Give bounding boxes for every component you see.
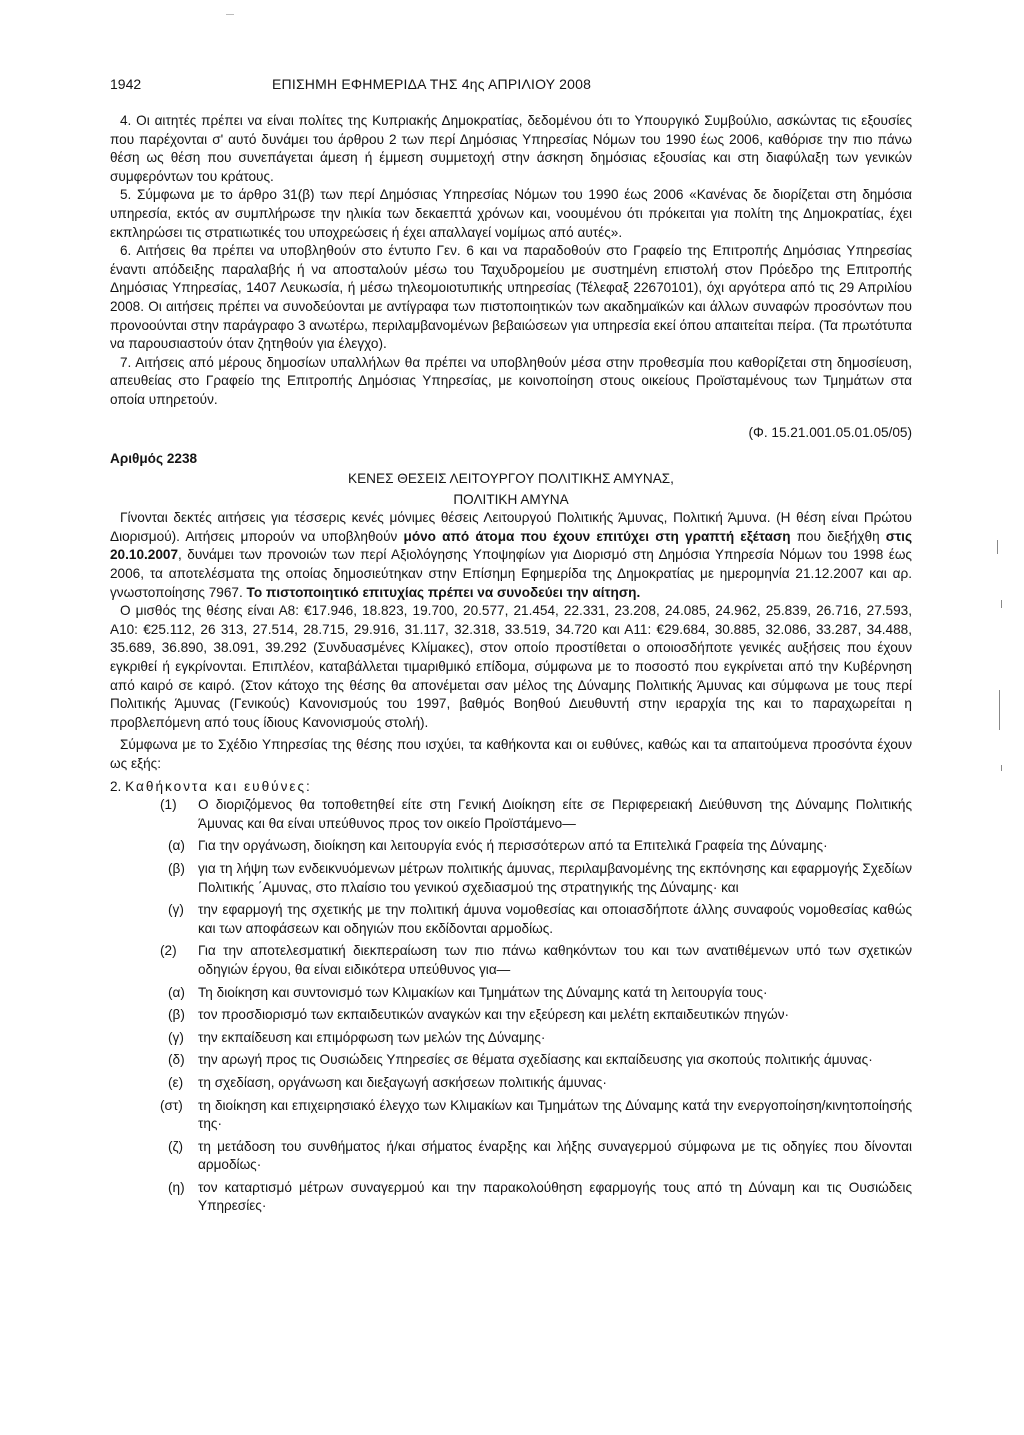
list-item [110, 837, 912, 856]
item-label: (γ) [168, 1029, 184, 1045]
list-item [110, 1006, 912, 1025]
document-body [110, 112, 912, 1216]
list-item [110, 984, 912, 1003]
item-label: (η) [168, 1179, 185, 1195]
section-2-heading [110, 778, 912, 797]
list-item [110, 860, 912, 897]
list-item [110, 1074, 912, 1093]
duty-label: (1) [160, 797, 177, 813]
item-label: (δ) [168, 1052, 185, 1068]
item-text: τη σχεδίαση, οργάνωση και διεξαγωγή ασκήσεων πολιτικής άμυνας· [198, 1074, 607, 1090]
item-label: (ζ) [168, 1138, 184, 1154]
duty-label: (2) [160, 943, 177, 959]
item-label: (β) [168, 860, 185, 876]
paragraph-6: 6. Αιτήσεις θα πρέπει να υποβληθούν στο έντυπο Γεν. 6 και να παραδοθούν στο Γραφείο της Επιτροπής Δημόσιας Υπηρεσίας έναντι απόδειξης παραλαβής ή να αποσταλούν μέσω του Ταχυδρομείου με συστημένη επιστολή στον Πρόεδρο της Επιτροπής Δημόσιας Υπηρεσίας, 1407 Λευκωσία, ή μέσω τηλεομοιοτυπικής υπηρεσίας (Τέλεφαξ 22670101), όχι αργότερα από τις 29 Απριλίου 2008. Οι αιτήσεις πρέπει να συνοδεύονται με αντίγραφα των πιστοποιητικών των ακαδημαϊκών και άλλων συναφών προσόντων που προνοούνται στην παράγραφο 3 ανωτέρω, περιλαμβανομένων βεβαιώσεων για υπηρεσία εκεί όπου απαιτείται πείρα. (Τα πρωτότυπα να παρουσιαστούν όταν ζητηθούν για έλεγχο). [110, 243, 912, 352]
intro-text: Γίνονται δεκτές αιτήσεις για τέσσερις κενές μόνιμες θέσεις Λειτουργού Πολιτικής Άμυνας, Πολιτική Άμυνα. (Η θέση είναι Πρώτου Διορισμού). Αιτήσεις μπορούν να υποβληθούν [110, 510, 912, 544]
item-text: τη διοίκηση και επιχειρησιακό έλεγχο των Κλιμακίων και Τμημάτων της Δύναμης κατά την ενεργοποίηση/κινητοποίησής της· [198, 1097, 912, 1132]
scan-margin-marks [995, 540, 1015, 840]
intro-text: που διεξήχθη [790, 528, 886, 544]
item-text: τον προσδιορισμό των εκπαιδευτικών αναγκών και την εξεύρεση και μελέτη εκπαιδευτικών πηγών· [198, 1007, 790, 1023]
item-label: (ε) [168, 1074, 184, 1090]
list-item [110, 1179, 912, 1216]
item-text: τη μετάδοση του συνθήματος ή/και σήματος έναρξης και λήξης συναγερμού σύμφωνα με τις οδηγίες που δίνονται αρμοδίως· [198, 1138, 912, 1173]
scan-mark [1001, 600, 1002, 608]
notice-heading-line1: ΚΕΝΕΣ ΘΕΣΕΙΣ ΛΕΙΤΟΥΡΓΟΥ ΠΟΛΙΤΙΚΗΣ ΑΜΥΝΑΣ, [348, 471, 674, 487]
gazette-title: ΕΠΙΣΗΜΗ ΕΦΗΜΕΡΙΔΑ ΤΗΣ 4ης ΑΠΡΙΛΙΟΥ 2008 [272, 76, 592, 92]
list-item [110, 901, 912, 938]
scan-mark [1001, 765, 1002, 771]
page-number: 1942 [110, 76, 142, 92]
duty-text: Για την αποτελεσματική διεκπεραίωση των πιο πάνω καθηκόντων του και των ανατιθέμενων υπό των σχετικών οδηγιών έργου, θα είναι ειδικότερα υπεύθυνος για— [198, 943, 912, 977]
item-label: (γ) [168, 902, 184, 918]
paragraph-5: 5. Σύμφωνα με το άρθρο 31(β) των περί Δημόσιας Υπηρεσίας Νόμων του 1990 έως 2006 «Κανένας δε διορίζεται στη δημόσια υπηρεσία, εκτός αν συμπλήρωσε την ηλικία των δεκαεπτά χρόνων και, νοουμένου ότι πρόκειται για πολίτη της Δημοκρατίας, έχει εκπληρώσει τις στρατιωτικές του υποχρεώσεις ή έχει απαλλαγεί νομίμως από αυτές». [110, 187, 912, 240]
item-label: (στ) [160, 1097, 183, 1113]
scan-mark [997, 540, 998, 554]
duty-1 [110, 796, 912, 833]
item-text: Για την οργάνωση, διοίκηση και λειτουργία ενός ή περισσότερων από τα Επιτελικά Γραφεία της Δύναμης· [198, 838, 828, 854]
list-item [110, 1029, 912, 1048]
notice-number: Αριθμός 2238 [110, 451, 198, 467]
list-item [110, 1097, 912, 1134]
item-label: (α) [168, 838, 185, 854]
scheme-paragraph: Σύμφωνα με το Σχέδιο Υπηρεσίας της θέσης που ισχύει, τα καθήκοντα και οι ευθύνες, καθώς και τα απαιτούμενα προσόντα έχουν ως εξής: [110, 737, 912, 771]
scan-mark [999, 690, 1000, 730]
intro-bold-exam: μόνο από άτομα που έχουν επιτύχει στη γραπτή εξέταση [403, 528, 791, 544]
item-label: (α) [168, 984, 185, 1000]
paragraph-7: 7. Αιτήσεις από μέρους δημοσίων υπαλλήλων θα πρέπει να υποβληθούν μέσα στην προθεσμία που καθορίζεται στη δημοσίευση, απευθείας στο Γραφείο της Επιτροπής Δημόσιας Υπηρεσίας, με κοινοποίηση στους οικείους Προϊσταμένους των Τμημάτων στα οποία υπηρετούν. [110, 354, 912, 407]
item-text: την αρωγή προς τις Ουσιώδεις Υπηρεσίες σε θέματα σχεδίασης και εκπαίδευσης για σκοπούς πολιτικής άμυνας· [198, 1052, 873, 1068]
list-item [110, 1138, 912, 1175]
scan-mark [226, 14, 234, 15]
section-2-number: 2. [110, 778, 122, 794]
notice-intro [110, 509, 912, 602]
item-text: Τη διοίκηση και συντονισμό των Κλιμακίων και Τμημάτων της Δύναμης κατά τη λειτουργία τους· [198, 984, 768, 1000]
intro-text: , δυνάμει των προνοιών των περί Αξιολόγησης Υποψηφίων για Διορισμό στη Δημόσια Υπηρεσία Νόμων του 1998 έως 2006, τα αποτελέσματα της οποίας δημοσιεύτηκαν στην Επίσημη Εφημερίδα της Δημοκρατίας με ημερομηνία 21.12.2007 και αρ. γνωστοποίησης 7967. [110, 547, 912, 600]
salary-paragraph: Ο μισθός της θέσης είναι Α8: €17.946, 18.823, 19.700, 20.577, 21.454, 22.331, 23.208, 24.085, 24.962, 25.839, 26.716, 27.593, Α10: €25.112, 26 313, 27.514, 28.715, 29.916, 31.117, 32.318, 33.519, 34.720 και Α11: €29.684, 30.885, 32.086, 33.287, 34.488, 35.689, 36.890, 38.091, 39.292 (Συνδυασμένες Κλίμακες), στον οποίο προστίθεται ο οποιοσδήποτε γενικές αυξήσεις που έχουν εγκριθεί ή εγκρίνονται. Επιπλέον, καταβάλλεται τιμαριθμικό επίδομα, σύμφωνα με το ποσοστό που εγκρίνεται από την Κυβέρνηση από καιρό σε καιρό. (Στον κάτοχο της θέσης θα απονέμεται σαν μέλος της Δύναμης Πολιτικής Άμυνας και σύμφωνα με τους περί Πολιτικής Άμυνας (Γενικούς) Κανονισμούς του 1997, βαθμός Βοηθού Διευθυντή στην ιεραρχία της και το παραχωρείται η προβλεπόμενη από τους ίδιους Κανονισμούς στολή). [110, 603, 912, 730]
intro-bold-date: στις 20.10.2007 [110, 528, 913, 563]
paragraph-4: 4. Οι αιτητές πρέπει να είναι πολίτες της Κυπριακής Δημοκρατίας, δεδομένου ότι το Υπουργικό Συμβούλιο, ασκώντας τις εξουσίες που παρέχονται σ' αυτό δυνάμει του άρθρου 2 των περί Δημόσιας Υπηρεσίας Νόμων του 1990 έως 2006, καθόρισε την πιο πάνω θέση ως θέση που συνεπάγεται άμεση ή έμμεση συμμετοχή στην άσκηση δημόσιας εξουσίας και στη διαφύλαξη των γενικών συμφερόντων του κράτους. [110, 113, 912, 184]
section-2-title: Καθήκοντα και ευθύνες: [125, 778, 312, 794]
item-text: την εκπαίδευση και επιμόρφωση των μελών της Δύναμης· [198, 1029, 546, 1045]
intro-bold-certificate: Το πιστοποιητικό επιτυχίας πρέπει να συνοδεύει την αίτηση. [246, 584, 641, 600]
page-header [110, 76, 910, 98]
duty-text: Ο διοριζόμενος θα τοποθετηθεί είτε στη Γενική Διοίκηση είτε σε Περιφερειακή Διεύθυνση της Δύναμης Πολιτικής Άμυνας και θα είναι υπεύθυνος προς τον οικείο Προϊστάμενο— [198, 797, 912, 831]
notice-heading-line2: ΠΟΛΙΤΙΚΗ ΑΜΥΝΑ [453, 491, 569, 507]
duty-2 [110, 942, 912, 979]
file-reference: (Φ. 15.21.001.05.01.05/05) [748, 424, 912, 440]
item-label: (β) [168, 1007, 185, 1023]
item-text: την εφαρμογή της σχετικής με την πολιτική άμυνα νομοθεσίας και οποιασδήποτε άλλης συναφούς νομοθεσίας καθώς και των αποφάσεων και οδηγιών που εκδίδονται αρμοδίως. [198, 902, 912, 936]
item-text: για τη λήψη των ενδεικνυόμενων μέτρων πολιτικής άμυνας, περιλαμβανομένης της εκπόνησης και εφαρμογής Σχεδίων Πολιτικής ΄Αμυνας, στο πλαίσιο του γενικού σχεδιασμού της στρατηγικής της Δύναμης· και [198, 860, 912, 895]
list-item [110, 1051, 912, 1070]
item-text: τον καταρτισμό μέτρων συναγερμού και την παρακολούθηση εφαρμογής τους από τη Δύναμη και τις Ουσιώδεις Υπηρεσίες· [198, 1179, 912, 1214]
